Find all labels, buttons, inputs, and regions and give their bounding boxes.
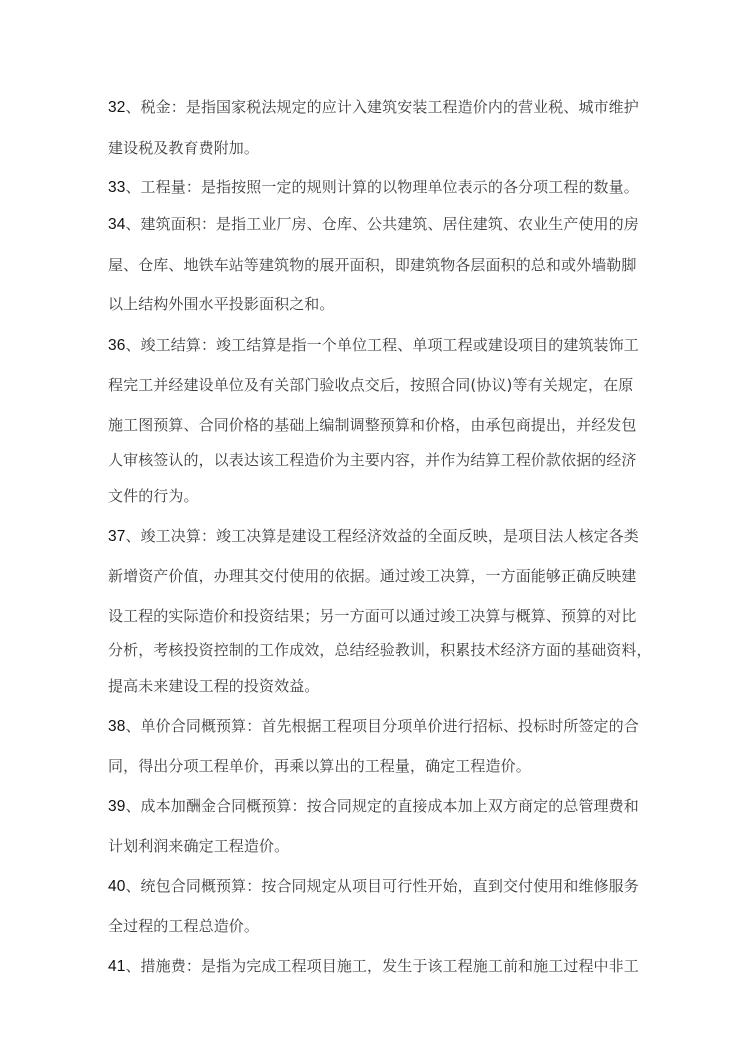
line-text: 人审核签认的，以表达该工程造价为主要内容，并作为结算工程价款依据的经济 <box>108 451 637 469</box>
item-number: 39 <box>108 798 126 815</box>
paragraph-37-line <box>108 566 638 586</box>
paragraph-34-first-line <box>108 214 638 235</box>
paragraph-34-line <box>108 255 638 275</box>
line-text: 、建筑面积：是指工业厂房、仓库、公共建筑、居住建筑、农业生产使用的房 <box>125 215 639 233</box>
paragraph-32-line <box>108 138 638 158</box>
line-text: 、单价合同概预算：首先根据工程项目分项单价进行招标、投标时所签定的合 <box>125 717 639 735</box>
paragraph-36-line <box>108 415 638 435</box>
line-text: 全过程的工程总造价。 <box>108 917 260 935</box>
line-text: 以上结构外围水平投影面积之和。 <box>108 295 335 313</box>
item-number: 38 <box>108 718 126 735</box>
paragraph-39-line <box>108 836 638 856</box>
paragraph-38-line <box>108 756 638 776</box>
paragraph-40-first-line <box>108 876 638 897</box>
paragraph-34-line <box>108 294 638 314</box>
line-text: 设工程的实际造价和投资结果；另一方面可以通过竣工决算与概算、预算的对比 <box>108 607 637 625</box>
item-number: 40 <box>108 878 126 895</box>
line-text: 、措施费：是指为完成工程项目施工，发生于该工程施工前和施工过程中非工 <box>125 957 639 975</box>
line-text: 同，得出分项工程单价，再乘以算出的工程量，确定工程造价。 <box>108 757 531 775</box>
line-text: 提高未来建设工程的投资效益。 <box>108 677 320 695</box>
paragraph-39-first-line <box>108 796 638 817</box>
paragraph-36-line <box>108 486 638 506</box>
line-text: 屋、仓库、地铁车站等建筑物的展开面积，即建筑物各层面积的总和或外墙勒脚 <box>108 256 637 274</box>
item-number: 37 <box>108 528 126 545</box>
paragraph-37-first-line <box>108 526 638 547</box>
item-number: 32 <box>108 99 126 116</box>
line-text: 、统包合同概预算：按合同规定从项目可行性开始，直到交付使用和维修服务 <box>125 877 639 895</box>
paragraph-37-line <box>108 676 638 696</box>
paragraph-36-line <box>108 450 638 470</box>
line-text: 、工程量：是指按照一定的规则计算的以物理单位表示的各分项工程的数量。 <box>125 178 639 196</box>
item-number: 36 <box>108 337 126 354</box>
paragraph-32-first-line <box>108 97 638 118</box>
line-text: 、竣工结算：竣工结算是指一个单位工程、单项工程或建设项目的建筑装饰工 <box>125 336 639 354</box>
item-number: 34 <box>108 216 126 233</box>
paragraph-37-line <box>108 640 652 660</box>
line-text: 计划利润来确定工程造价。 <box>108 837 290 855</box>
line-text: 新增资产价值，办理其交付使用的依据。通过竣工决算，一方面能够正确反映建 <box>108 567 637 585</box>
paragraph-37-line <box>108 606 638 626</box>
item-number: 33 <box>108 179 126 196</box>
line-text: 、税金：是指国家税法规定的应计入建筑安装工程造价内的营业税、城市维护 <box>125 98 639 116</box>
line-text: 分析，考核投资控制的工作成效，总结经验教训，积累技术经济方面的基础资料， <box>108 641 652 659</box>
paragraph-41-first-line <box>108 956 638 977</box>
line-text: 建设税及教育费附加。 <box>108 139 260 157</box>
line-text: 施工图预算、合同价格的基础上编制调整预算和价格，由承包商提出，并经发包 <box>108 416 637 434</box>
item-number: 41 <box>108 958 126 975</box>
paragraph-40-line <box>108 916 638 936</box>
paragraph-36-line <box>108 375 638 395</box>
paragraph-36-first-line <box>108 335 638 356</box>
paragraph-33-first-line <box>108 177 638 198</box>
line-text: 、竣工决算：竣工决算是建设工程经济效益的全面反映，是项目法人核定各类 <box>125 527 639 545</box>
paragraph-38-first-line <box>108 716 638 737</box>
line-text: 程完工并经建设单位及有关部门验收点交后，按照合同(协议)等有关规定，在原 <box>108 376 634 394</box>
line-text: 、成本加酬金合同概预算：按合同规定的直接成本加上双方商定的总管理费和 <box>125 797 639 815</box>
line-text: 文件的行为。 <box>108 487 199 505</box>
